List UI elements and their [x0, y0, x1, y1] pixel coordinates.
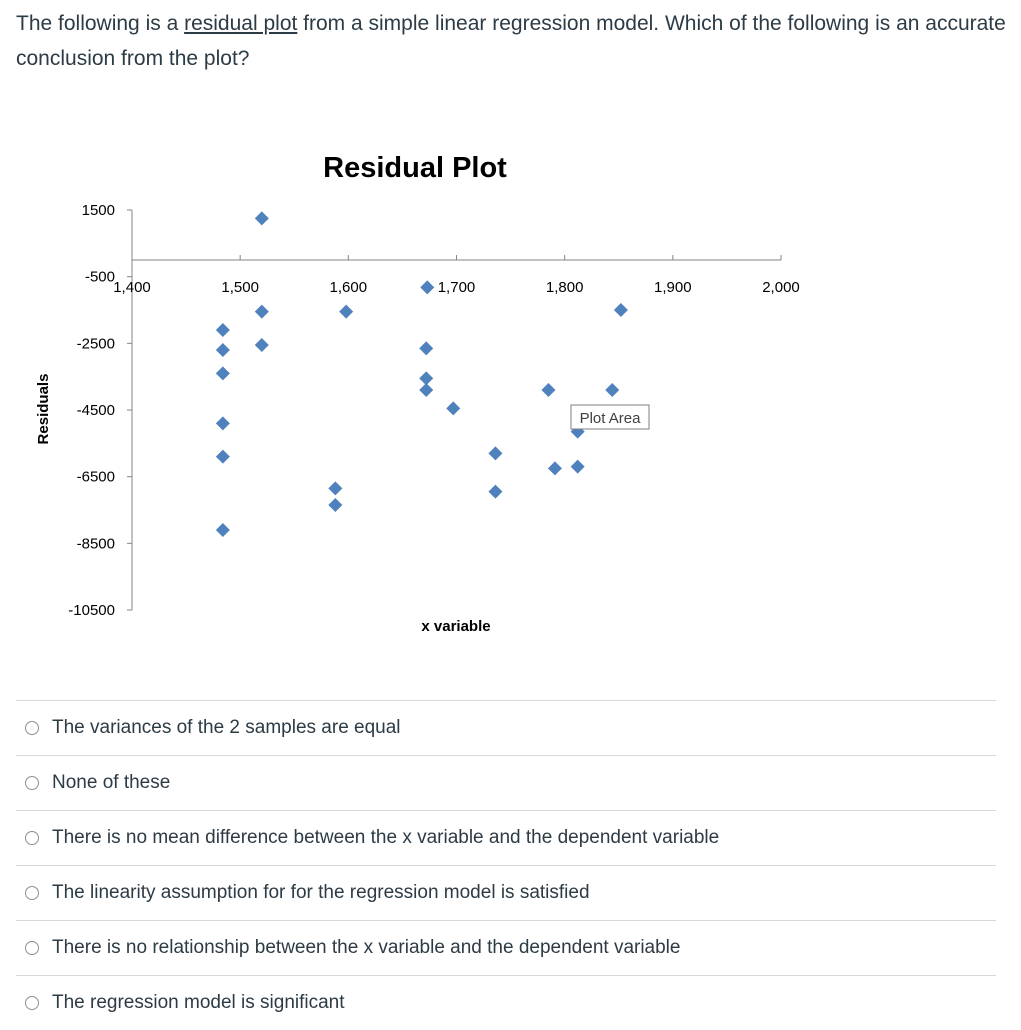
- radio-button[interactable]: [25, 776, 39, 790]
- data-point: [419, 341, 433, 355]
- x-tick-label: 1,400: [113, 279, 151, 296]
- residual-plot-chart: [0, 140, 1021, 660]
- y-tick-label: -2500: [76, 335, 115, 353]
- data-point: [255, 305, 269, 319]
- answer-list: [16, 700, 996, 1030]
- radio-button[interactable]: [25, 886, 39, 900]
- x-tick-label: 1,700: [437, 279, 476, 296]
- residual-plot-link[interactable]: residual plot: [184, 12, 298, 35]
- plot-area-tooltip: [571, 405, 649, 429]
- data-point: [548, 461, 562, 475]
- data-point: [488, 446, 502, 460]
- answer-option[interactable]: [16, 975, 996, 1030]
- answer-label: The variances of the 2 samples are equal: [52, 717, 401, 738]
- data-point: [420, 280, 434, 294]
- radio-button[interactable]: [25, 721, 39, 735]
- data-point: [216, 366, 230, 380]
- data-point: [216, 450, 230, 464]
- radio-button[interactable]: [25, 941, 39, 955]
- x-tick-label: 1,500: [221, 279, 259, 296]
- data-point: [216, 416, 230, 430]
- x-tick-label: 1,600: [329, 279, 368, 296]
- answer-option[interactable]: [16, 865, 996, 920]
- answer-label: There is no mean difference between the x variable and the dependent variable: [52, 827, 720, 848]
- data-point: [614, 303, 628, 317]
- answer-option[interactable]: [16, 920, 996, 975]
- answer-option[interactable]: [16, 700, 996, 755]
- answer-label: There is no relationship between the x variable and the dependent variable: [52, 937, 681, 958]
- chart-title: Residual Plot: [323, 152, 507, 184]
- x-tick-label: 1,800: [545, 279, 584, 296]
- data-point: [328, 481, 342, 495]
- answer-option[interactable]: [16, 810, 996, 865]
- y-tick-label: -8500: [76, 535, 115, 553]
- answer-label: The linearity assumption for for the regression model is satisfied: [52, 882, 590, 903]
- data-point: [255, 211, 269, 225]
- data-point: [488, 485, 502, 499]
- answer-label: None of these: [52, 772, 171, 793]
- y-tick-label: -4500: [76, 402, 115, 419]
- y-tick-label: -6500: [76, 468, 115, 486]
- x-tick-label: 1,900: [654, 279, 692, 296]
- data-point: [446, 401, 460, 415]
- data-point: [571, 460, 585, 474]
- question-suffix: from a simple linear regression model. Which of the following is an accurate conclusion from the plot?: [16, 12, 1006, 70]
- data-point: [255, 338, 269, 352]
- question-prefix: The following is a: [16, 12, 185, 35]
- y-axis-label: Residuals: [35, 373, 52, 445]
- data-point: [216, 343, 230, 357]
- x-axis-label: x variable: [421, 618, 491, 635]
- question-text: [16, 6, 1006, 76]
- data-point: [328, 498, 342, 512]
- data-point: [216, 523, 230, 537]
- radio-button[interactable]: [25, 831, 39, 845]
- data-point: [419, 383, 433, 397]
- data-point: [216, 323, 230, 337]
- answer-label: The regression model is significant: [52, 992, 345, 1013]
- answer-option[interactable]: [16, 755, 996, 810]
- y-tick-label: -500: [84, 268, 115, 286]
- radio-button[interactable]: [25, 996, 39, 1010]
- data-point: [541, 383, 555, 397]
- data-point: [605, 383, 619, 397]
- y-tick-label: -10500: [68, 602, 115, 619]
- y-tick-label: 1500: [81, 202, 115, 219]
- x-tick-label: 2,000: [762, 279, 800, 296]
- tooltip-text: Plot Area: [579, 410, 641, 427]
- data-point: [339, 305, 353, 319]
